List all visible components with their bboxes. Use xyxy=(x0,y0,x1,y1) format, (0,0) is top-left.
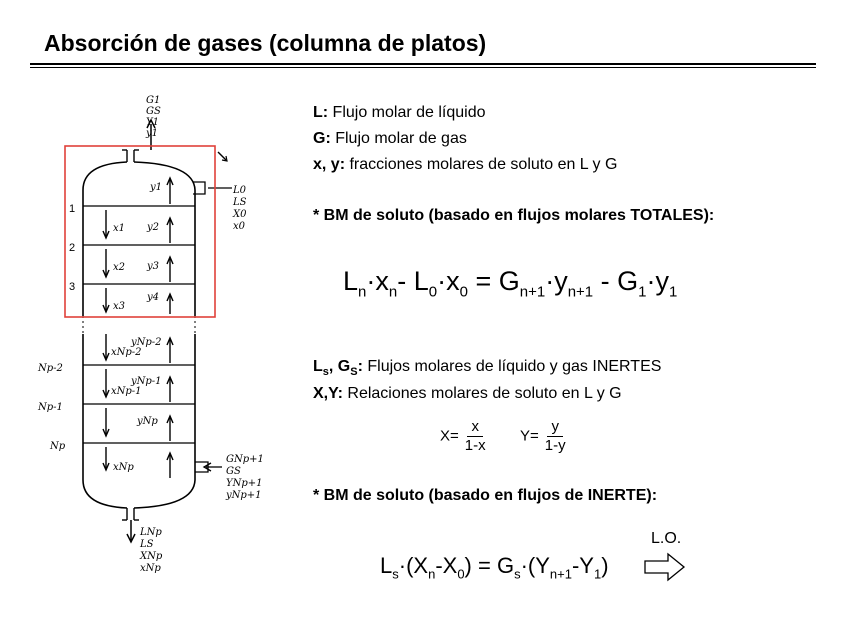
inner-xnp-1: xNp-1 xyxy=(111,386,142,397)
page-title: Absorción de gases (columna de platos) xyxy=(44,30,487,56)
relation-x: X= $\frac{x}{1-x}$ xyxy=(440,418,486,454)
relation-y: Y= $\frac{y}{1-y}$ xyxy=(520,418,566,454)
definition-g: G: Flujo molar de gas xyxy=(313,130,467,147)
bm-inert-heading: * BM de soluto (basado en flujos de INERTE): xyxy=(313,487,658,504)
definition-xy: x, y: fracciones molares de soluto en L y G xyxy=(313,156,618,173)
stage-label-np-2: Np-2 xyxy=(38,363,63,374)
bottom-label-xnp-cap: XNp xyxy=(140,551,163,562)
bottom-label-lnp: LNp xyxy=(140,527,162,538)
stage-number-1: 1 xyxy=(69,203,76,215)
stage-label-np-1: Np-1 xyxy=(38,402,63,413)
arrow-right-icon xyxy=(644,552,686,582)
definition-molar-ratios: X,Y: Relaciones molares de soluto en L y G xyxy=(313,385,622,402)
gas-in-label-gnp1: GNp+1 xyxy=(226,454,264,465)
feed-label-l0: L0 xyxy=(233,185,247,196)
inner-xnp: xNp xyxy=(113,462,134,473)
inner-xnp-2: xNp-2 xyxy=(111,347,142,358)
operating-line-label: L.O. xyxy=(651,530,682,547)
inner-y4: y4 xyxy=(147,292,160,303)
inner-ynp-1: yNp-1 xyxy=(131,376,162,387)
top-label-y1: y1 xyxy=(146,128,159,139)
bottom-label-ls: LS xyxy=(140,539,154,550)
equation-total-balance: $L_n\cdot x_n-$ $L_0\cdot x_0 = G_{n+1}\cdot y_{n+1} - G_1\cdot y_1$ xyxy=(343,266,678,301)
gas-in-label-ynp1: yNp+1 xyxy=(226,490,262,501)
definition-l: L: Flujo molar de líquido xyxy=(313,104,486,121)
inner-x1: x1 xyxy=(113,223,126,234)
highlight-box xyxy=(65,146,215,317)
inner-x2: x2 xyxy=(113,262,126,273)
stage-number-2: 2 xyxy=(69,242,76,254)
plate-column-diagram xyxy=(0,0,300,600)
feed-label-x0: x0 xyxy=(233,221,246,232)
inner-y2: y2 xyxy=(147,222,160,233)
bottom-label-xnp: xNp xyxy=(140,563,161,574)
bm-total-heading: * BM de soluto (basado en flujos molares TOTALES): xyxy=(313,207,715,224)
top-label-y1-cap: Y1 xyxy=(146,117,159,128)
top-label-gs: GS xyxy=(146,106,161,117)
definition-inert-flows: $L_s$, $G_S$: Flujos molares de líquido y gas INERTES xyxy=(313,358,662,379)
inner-ynp-2: yNp-2 xyxy=(131,337,162,348)
gas-in-label-gs: GS xyxy=(226,466,241,477)
gas-in-label-ynp1-cap: YNp+1 xyxy=(226,478,263,489)
inner-y3: y3 xyxy=(147,261,160,272)
feed-label-ls: LS xyxy=(233,197,247,208)
stage-label-np: Np xyxy=(50,441,66,452)
inner-y1: y1 xyxy=(150,182,163,193)
stage-number-3: 3 xyxy=(69,281,76,293)
feed-label-x0-cap: X0 xyxy=(233,209,247,220)
equation-inert-balance: $L_s\cdot(X_n-X_0) = G_s\cdot(Y_{n+1}-Y_1)$ xyxy=(380,553,609,582)
inner-x3: x3 xyxy=(113,301,126,312)
top-label-g1: G1 xyxy=(146,95,161,106)
inner-ynp: yNp xyxy=(137,416,158,427)
